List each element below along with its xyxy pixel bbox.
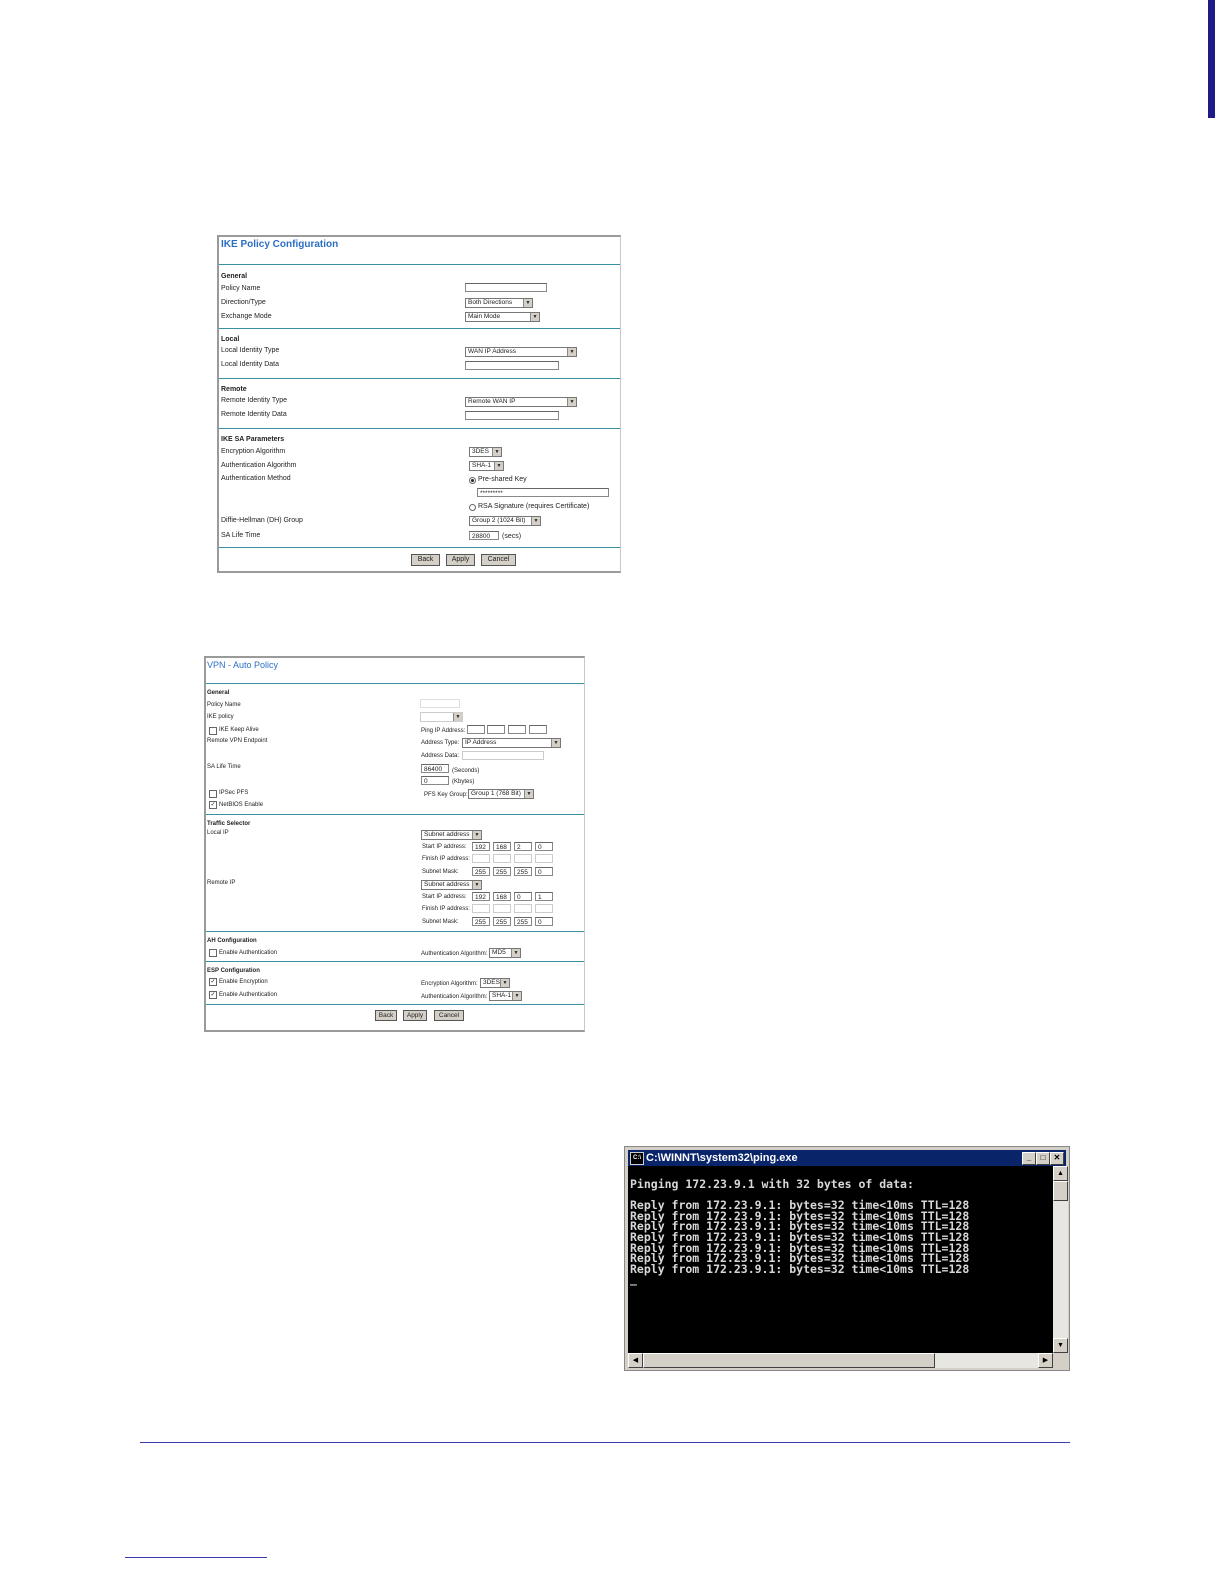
esp-enable-auth-label: Enable Authentication <box>219 992 278 998</box>
ah-enable-auth-label: Enable Authentication <box>219 950 278 956</box>
scroll-up-icon[interactable]: ▲ <box>1053 1166 1068 1181</box>
divider <box>219 264 620 265</box>
local-identity-type-select[interactable] <box>465 347 577 357</box>
esp-enc-alg-label: Encryption Algorithm: <box>421 981 478 987</box>
remote-identity-type-select[interactable] <box>465 397 577 407</box>
ike-keepalive-label: IKE Keep Alive <box>219 727 259 733</box>
console-header-line: Pinging 172.23.9.1 with 32 bytes of data: <box>630 1177 914 1191</box>
ping-ip-octet-3[interactable] <box>508 725 526 734</box>
cancel-button[interactable]: Cancel <box>481 554 516 566</box>
authentication-algorithm-select[interactable] <box>469 461 504 471</box>
console-reply-line: Reply from 172.23.9.1: bytes=32 time<10ms TTL=128 <box>630 1240 970 1255</box>
back-button[interactable]: Back <box>411 554 440 566</box>
sa-life-kbytes-input[interactable]: 0 <box>421 776 449 785</box>
remote-start-ip-label: Start IP address: <box>422 894 467 900</box>
remote-identity-type-value: Remote WAN IP <box>468 398 516 405</box>
remote-vpn-endpoint-label: Remote VPN Endpoint <box>207 738 268 744</box>
exchange-mode-label: Exchange Mode <box>221 313 272 320</box>
ike-sa-parameters-header: IKE SA Parameters <box>221 436 285 443</box>
scroll-down-icon[interactable]: ▼ <box>1053 1338 1068 1353</box>
chevron-down-icon: ▼ <box>511 949 520 957</box>
authentication-algorithm-value: SHA-1 <box>472 462 492 469</box>
chevron-down-icon: ▼ <box>453 713 462 721</box>
exchange-mode-select[interactable] <box>465 312 540 322</box>
ping-ip-octet-1[interactable] <box>467 725 485 734</box>
remote-finish-octet-3[interactable] <box>514 904 532 913</box>
console-reply-line: Reply from 172.23.9.1: bytes=32 time<10ms TTL=128 <box>630 1198 970 1213</box>
remote-identity-data-label: Remote Identity Data <box>221 411 287 418</box>
console-reply-line: Reply from 172.23.9.1: bytes=32 time<10ms TTL=128 <box>630 1219 970 1234</box>
ping-ip-octet-4[interactable] <box>529 725 547 734</box>
esp-auth-alg-value: SHA-1 <box>492 992 512 999</box>
traffic-selector-header: Traffic Selector <box>207 821 251 827</box>
vpn-auto-policy-title: VPN - Auto Policy <box>207 660 279 670</box>
console-reply-line: Reply from 172.23.9.1: bytes=32 time<10ms TTL=128 <box>630 1208 970 1223</box>
remote-identity-data-input[interactable] <box>465 411 559 420</box>
footer-rule <box>140 1442 1070 1443</box>
console-reply-line: Reply from 172.23.9.1: bytes=32 time<10ms TTL=128 <box>630 1261 970 1276</box>
close-icon[interactable]: ✕ <box>1050 1152 1064 1165</box>
divider <box>219 328 620 329</box>
rsa-signature-radio[interactable] <box>469 504 476 511</box>
vertical-scroll-thumb[interactable] <box>1053 1181 1068 1201</box>
rsa-signature-label: RSA Signature (requires Certificate) <box>478 503 590 510</box>
divider <box>219 428 620 429</box>
local-finish-ip-label: Finish IP address: <box>422 856 470 862</box>
local-mask-octet-2[interactable]: 255 <box>493 867 511 876</box>
remote-finish-octet-1[interactable] <box>472 904 490 913</box>
chevron-down-icon: ▼ <box>512 992 521 1000</box>
local-header: Local <box>221 336 240 343</box>
scroll-right-icon[interactable]: ▶ <box>1038 1353 1053 1368</box>
esp-configuration-header: ESP Configuration <box>207 968 260 974</box>
chevron-down-icon: ▼ <box>530 313 539 321</box>
local-start-octet-1[interactable]: 192 <box>472 842 490 851</box>
divider <box>219 378 620 379</box>
local-mask-octet-4[interactable]: 0 <box>535 867 553 876</box>
console-output <box>628 1166 1053 1353</box>
scroll-left-icon[interactable]: ◀ <box>628 1353 643 1368</box>
remote-ip-type-value: Subnet address <box>424 881 470 888</box>
esp-enable-auth-checkbox[interactable]: ✓ <box>210 992 216 998</box>
local-ip-label: Local IP <box>207 830 229 836</box>
vertical-scrollbar[interactable] <box>1053 1166 1068 1353</box>
back-button[interactable]: Back <box>375 1010 397 1021</box>
esp-auth-alg-select[interactable] <box>489 991 522 1001</box>
local-ip-type-value: Subnet address <box>424 831 470 838</box>
horizontal-scrollbar[interactable] <box>628 1353 1053 1368</box>
sa-life-seconds-unit: (Seconds) <box>452 768 480 774</box>
remote-subnet-mask-label: Subnet Mask: <box>422 919 459 925</box>
remote-start-octet-2[interactable]: 168 <box>493 892 511 901</box>
general-header: General <box>207 690 230 696</box>
remote-finish-ip-label: Finish IP address: <box>422 906 470 912</box>
policy-name-input[interactable] <box>420 699 460 708</box>
exchange-mode-value: Main Mode <box>468 313 501 320</box>
sa-life-time-input[interactable]: 28800 <box>469 531 499 540</box>
divider <box>206 961 584 962</box>
console-title: C:\WINNT\system32\ping.exe <box>646 1152 798 1164</box>
netbios-label: NetBIOS Enable <box>219 802 264 808</box>
minimize-icon[interactable]: _ <box>1022 1152 1036 1165</box>
ping-ip-octet-2[interactable] <box>487 725 505 734</box>
pre-shared-key-input[interactable]: ********* <box>477 488 609 497</box>
horizontal-scroll-thumb[interactable] <box>643 1353 935 1368</box>
ping-ip-label: Ping IP Address: <box>421 728 466 734</box>
ipsec-pfs-checkbox[interactable] <box>209 790 217 798</box>
divider <box>206 931 584 932</box>
divider <box>206 683 584 684</box>
authentication-algorithm-label: Authentication Algorithm <box>221 462 297 469</box>
sa-life-seconds-input[interactable]: 86400 <box>421 764 449 773</box>
address-type-label: Address Type: <box>421 740 460 746</box>
encryption-algorithm-value: 3DES <box>472 448 489 455</box>
console-icon: C:\ <box>630 1152 644 1165</box>
chevron-down-icon: ▼ <box>523 299 532 307</box>
local-finish-octet-1[interactable] <box>472 854 490 863</box>
local-finish-octet-4[interactable] <box>535 854 553 863</box>
chevron-down-icon: ▼ <box>524 790 533 798</box>
encryption-algorithm-label: Encryption Algorithm <box>221 448 286 455</box>
ah-auth-alg-label: Authentication Algorithm: <box>421 951 488 957</box>
encryption-algorithm-select[interactable] <box>469 447 502 457</box>
remote-identity-type-label: Remote Identity Type <box>221 397 288 404</box>
maximize-icon[interactable]: □ <box>1036 1152 1050 1165</box>
remote-mask-octet-3[interactable]: 255 <box>514 917 532 926</box>
pfs-key-group-label: PFS Key Group: <box>424 792 468 798</box>
chevron-down-icon: ▼ <box>551 739 560 747</box>
esp-enc-alg-select[interactable] <box>480 978 510 988</box>
local-identity-data-label: Local Identity Data <box>221 361 279 368</box>
local-identity-type-label: Local Identity Type <box>221 347 280 354</box>
ah-auth-alg-value: MD5 <box>492 949 506 956</box>
esp-enc-alg-value: 3DES <box>483 979 500 986</box>
local-start-ip-label: Start IP address: <box>422 844 467 850</box>
footer-link-underline <box>125 1557 267 1558</box>
remote-mask-octet-4[interactable]: 0 <box>535 917 553 926</box>
policy-name-label: Policy Name <box>221 285 261 292</box>
ah-enable-auth-checkbox[interactable] <box>209 949 217 957</box>
chevron-down-icon: ▼ <box>472 881 481 889</box>
chevron-down-icon: ▼ <box>500 979 509 987</box>
local-mask-octet-1[interactable]: 255 <box>472 867 490 876</box>
divider <box>206 814 584 815</box>
sa-life-time-unit: (secs) <box>502 533 522 540</box>
local-finish-octet-3[interactable] <box>514 854 532 863</box>
chevron-down-icon: ▼ <box>472 831 481 839</box>
ping-console-window <box>624 1146 1070 1371</box>
esp-enable-encryption-checkbox[interactable]: ✓ <box>210 979 216 985</box>
local-identity-data-input[interactable] <box>465 361 559 370</box>
remote-mask-octet-1[interactable]: 255 <box>472 917 490 926</box>
remote-start-octet-1[interactable]: 192 <box>472 892 490 901</box>
ike-policy-select[interactable] <box>420 712 463 722</box>
console-cursor: _ <box>630 1272 637 1287</box>
local-mask-octet-3[interactable]: 255 <box>514 867 532 876</box>
chevron-down-icon: ▼ <box>567 348 576 356</box>
divider <box>219 547 620 548</box>
remote-ip-type-select[interactable] <box>421 880 482 890</box>
local-identity-type-value: WAN IP Address <box>468 348 517 355</box>
address-data-label: Address Data: <box>421 753 460 759</box>
direction-select[interactable] <box>465 298 533 308</box>
chevron-down-icon: ▼ <box>492 448 501 456</box>
sa-life-kbytes-unit: (Kbytes) <box>452 779 475 785</box>
console-reply-line: Reply from 172.23.9.1: bytes=32 time<10ms TTL=128 <box>630 1229 970 1244</box>
ike-policy-panel <box>217 235 621 573</box>
remote-finish-octet-2[interactable] <box>493 904 511 913</box>
policy-name-label: Policy Name <box>207 702 241 708</box>
ah-configuration-header: AH Configuration <box>207 938 257 944</box>
pfs-key-group-select[interactable] <box>468 789 534 799</box>
local-finish-octet-2[interactable] <box>493 854 511 863</box>
netbios-checkbox[interactable]: ✓ <box>210 802 216 808</box>
remote-start-octet-4[interactable]: 1 <box>535 892 553 901</box>
sa-life-time-label: SA Life Time <box>207 764 241 770</box>
chevron-down-icon: ▼ <box>494 462 503 470</box>
general-header: General <box>221 273 248 280</box>
apply-button[interactable]: Apply <box>446 554 475 566</box>
local-ip-type-select[interactable] <box>421 830 482 840</box>
direction-label: Direction/Type <box>221 299 266 306</box>
policy-name-input[interactable] <box>465 283 547 292</box>
vpn-auto-policy-panel <box>204 656 585 1032</box>
local-subnet-mask-label: Subnet Mask: <box>422 869 459 875</box>
address-data-input[interactable] <box>462 751 544 760</box>
local-start-octet-2[interactable]: 168 <box>493 842 511 851</box>
remote-ip-label: Remote IP <box>207 880 236 886</box>
pfs-key-group-value: Group 1 (768 Bit) <box>471 790 521 797</box>
esp-enable-encryption-label: Enable Encryption <box>219 979 268 985</box>
apply-button[interactable]: Apply <box>403 1010 427 1021</box>
ike-policy-label: IKE policy <box>207 714 234 720</box>
remote-finish-octet-4[interactable] <box>535 904 553 913</box>
local-start-octet-3[interactable]: 2 <box>514 842 532 851</box>
ah-auth-alg-select[interactable] <box>489 948 521 958</box>
remote-mask-octet-2[interactable]: 255 <box>493 917 511 926</box>
remote-header: Remote <box>221 386 247 393</box>
ike-keepalive-checkbox[interactable] <box>209 727 217 735</box>
local-start-octet-4[interactable]: 0 <box>535 842 553 851</box>
pre-shared-key-label: Pre-shared Key <box>478 476 527 483</box>
console-reply-line: Reply from 172.23.9.1: bytes=32 time<10ms TTL=128 <box>630 1251 970 1266</box>
dh-group-label: Diffie-Hellman (DH) Group <box>221 517 303 524</box>
authentication-method-label: Authentication Method <box>221 475 291 482</box>
sa-life-time-label: SA Life Time <box>221 532 261 539</box>
address-type-select[interactable] <box>462 738 561 748</box>
dh-group-value: Group 2 (1024 Bit) <box>472 517 526 524</box>
remote-start-octet-3[interactable]: 0 <box>514 892 532 901</box>
dh-group-select[interactable] <box>469 516 541 526</box>
pre-shared-key-radio[interactable] <box>469 477 476 484</box>
esp-auth-alg-label: Authentication Algorithm: <box>421 994 488 1000</box>
chevron-down-icon: ▼ <box>531 517 540 525</box>
cancel-button[interactable]: Cancel <box>434 1010 464 1021</box>
divider <box>206 1004 584 1005</box>
address-type-value: IP Address <box>465 739 497 746</box>
chevron-down-icon: ▼ <box>567 398 576 406</box>
console-title-bar[interactable] <box>628 1150 1066 1166</box>
direction-value: Both Directions <box>468 299 513 306</box>
ipsec-pfs-label: IPSec PFS <box>219 790 249 796</box>
resize-grip-icon[interactable] <box>1053 1353 1068 1368</box>
ike-policy-title: IKE Policy Configuration <box>221 239 339 250</box>
page-edge-bar <box>1208 0 1215 118</box>
